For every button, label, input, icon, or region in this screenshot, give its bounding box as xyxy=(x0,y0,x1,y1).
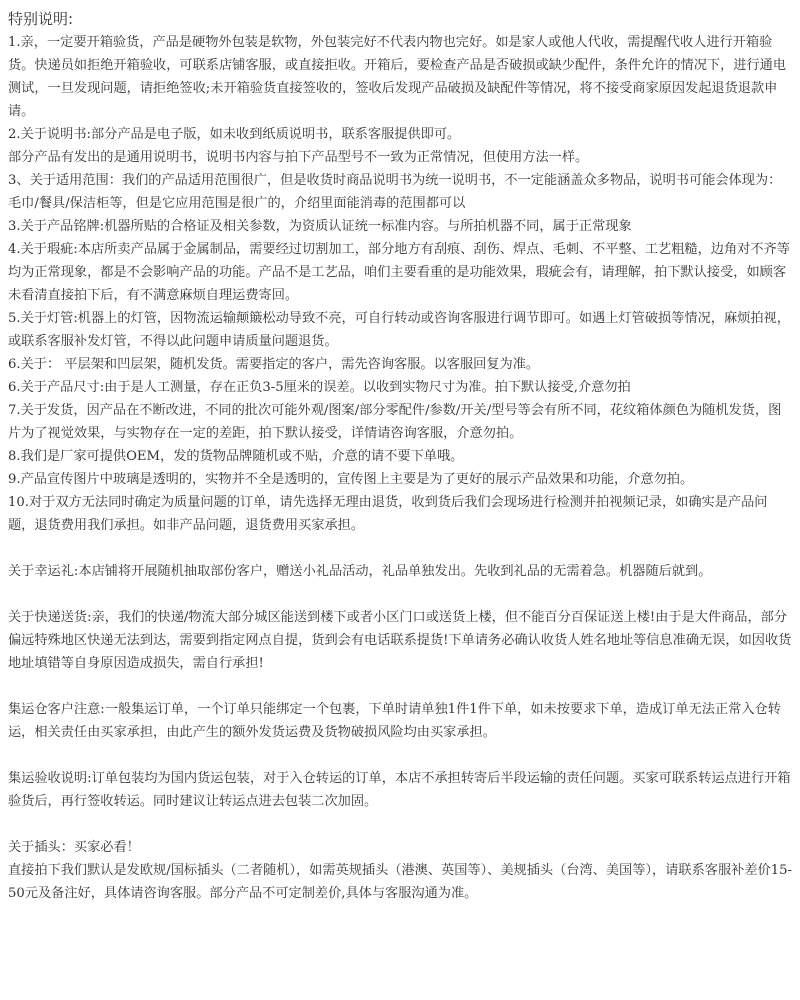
section-spacer xyxy=(8,583,792,606)
note-item: 3、关于适用范围：我们的产品适用范围很广，但是收货时商品说明书为统一说明书，不一定能涵盖众多物品，说明书可能会体现为：毛巾/餐具/保洁柜等，但是它应用范围是很广的，介绍里面能消毒的范围都可以 xyxy=(8,173,782,211)
note-item: 1.亲，一定要开箱验货，产品是硬物外包装是软物，外包装完好不代表内物也完好。如是家人或他人代收，需提醒代收人进行开箱验货。快递员如拒绝开箱验收，可联系店铺客服，或直接拒收。开箱后，要检查产品是否破损或缺少配件，条件允许的情况下，进行通电测试，一旦发现问题，请拒绝签收;未开箱验货直接签收的，签收后发现产品破损及缺配件等情况，将不接受商家原因发起退货退款申请。 xyxy=(8,35,787,119)
note-item: 2.关于说明书:部分产品是电子版，如未收到纸质说明书，联系客服提供即可。 xyxy=(8,127,461,142)
section-spacer xyxy=(8,537,792,560)
document-title: 特别说明: xyxy=(8,10,74,28)
note-item: 4.关于瑕疵:本店所卖产品属于金属制品，需要经过切割加工，部分地方有刮痕、刮伤、焊点、毛刺、不平整、工艺粗糙，边角对不齐等均为正常现象，都是不会影响产品的功能。产品不是工艺品，咱们主要看重的是功能效果，瑕疵会有，请理解，拍下默认接受，如顾客未看清直接拍下后，有不满意麻烦自理运费寄回。 xyxy=(8,242,790,303)
plug-section-title: 关于插头：买家必看！ xyxy=(8,840,140,855)
note-item: 6.关于： 平层架和凹层架，随机发货。需要指定的客户，需先咨询客服。以客服回复为准。 xyxy=(8,357,540,372)
consolidation-notice-section: 集运仓客户注意:一般集运订单，一个订单只能绑定一个包裹，下单时请单独1件1件下单，如未按要求下单，造成订单无法正常入仓转运，相关责任由买家承担，由此产生的额外发货运费及货物破损风险均由买家承担。 xyxy=(8,702,781,740)
section-spacer xyxy=(8,813,792,836)
note-item: 6.关于产品尺寸:由于是人工测量，存在正负3-5厘米的误差。以收到实物尺寸为准。拍下默认接受,介意勿拍 xyxy=(8,380,631,395)
note-item: 9.产品宣传图片中玻璃是透明的，实物并不全是透明的，宣传图上主要是为了更好的展示产品效果和功能，介意勿拍。 xyxy=(8,472,694,487)
note-item: 部分产品有发出的是通用说明书，说明书内容与拍下产品型号不一致为正常情况，但使用方法一样。 xyxy=(8,150,589,165)
note-item: 5.关于灯管:机器上的灯管，因物流运输颠簸松动导致不亮，可自行转动或咨询客服进行调节即可。如遇上灯管破损等情况，麻烦拍视，或联系客服补发灯管，不得以此问题申请质量问题退货。 xyxy=(8,311,790,349)
plug-section-text: 直接拍下我们默认是发欧规/国标插头（二者随机），如需英规插头（港澳、英国等）、美规插头（台湾、美国等），请联系客服补差价15-50元及备注好，具体请咨询客服。部分产品不可定制差价,具体与客服沟通为准。 xyxy=(8,863,792,901)
notes-list xyxy=(8,31,792,537)
section-spacer xyxy=(8,744,792,767)
section-spacer xyxy=(8,675,792,698)
lucky-gift-section: 关于幸运礼:本店铺将开展随机抽取部份客户，赠送小礼品活动，礼品单独发出。先收到礼品的无需着急。机器随后就到。 xyxy=(8,564,712,579)
note-item: 7.关于发货，因产品在不断改进，不同的批次可能外观/图案/部分零配件/参数/开关/型号等会有所不同，花纹箱体颜色为随机发货，图片为了视觉效果，与实物存在一定的差距，拍下默认接受，详情请咨询客服，介意勿拍。 xyxy=(8,403,782,441)
note-item: 10.对于双方无法同时确定为质量问题的订单，请先选择无理由退货，收到货后我们会现场进行检测并拍视频记录，如确实是产品问题，退货费用我们承担。如非产品问题，退货费用买家承担。 xyxy=(8,495,768,533)
note-item: 3.关于产品铭牌:机器所贴的合格证及相关参数，为资质认证统一标准内容。与所拍机器不同，属于正常现象 xyxy=(8,219,632,234)
delivery-section: 关于快递送货:亲，我们的快递/物流大部分城区能送到楼下或者小区门口或送货上楼，但不能百分百保证送上楼!由于是大件商品，部分偏远特殊地区快递无法到达，需要到指定网点自提，货到会有电话联系提货!下单请务必确认收货人姓名地址等信息准确无误，如因收货地址填错等自身原因造成损失，需自行承担! xyxy=(8,610,792,671)
note-item: 8.我们是厂家可提供OEM，发的货物品牌随机或不贴，介意的请不要下单哦。 xyxy=(8,449,464,464)
consolidation-inspection-section: 集运验收说明:订单包装均为国内货运包装，对于入仓转运的订单，本店不承担转寄后半段运输的责任问题。买家可联系转运点进行开箱验货后，再行签收转运。同时建议让转运点进去包装二次加固。 xyxy=(8,771,791,809)
